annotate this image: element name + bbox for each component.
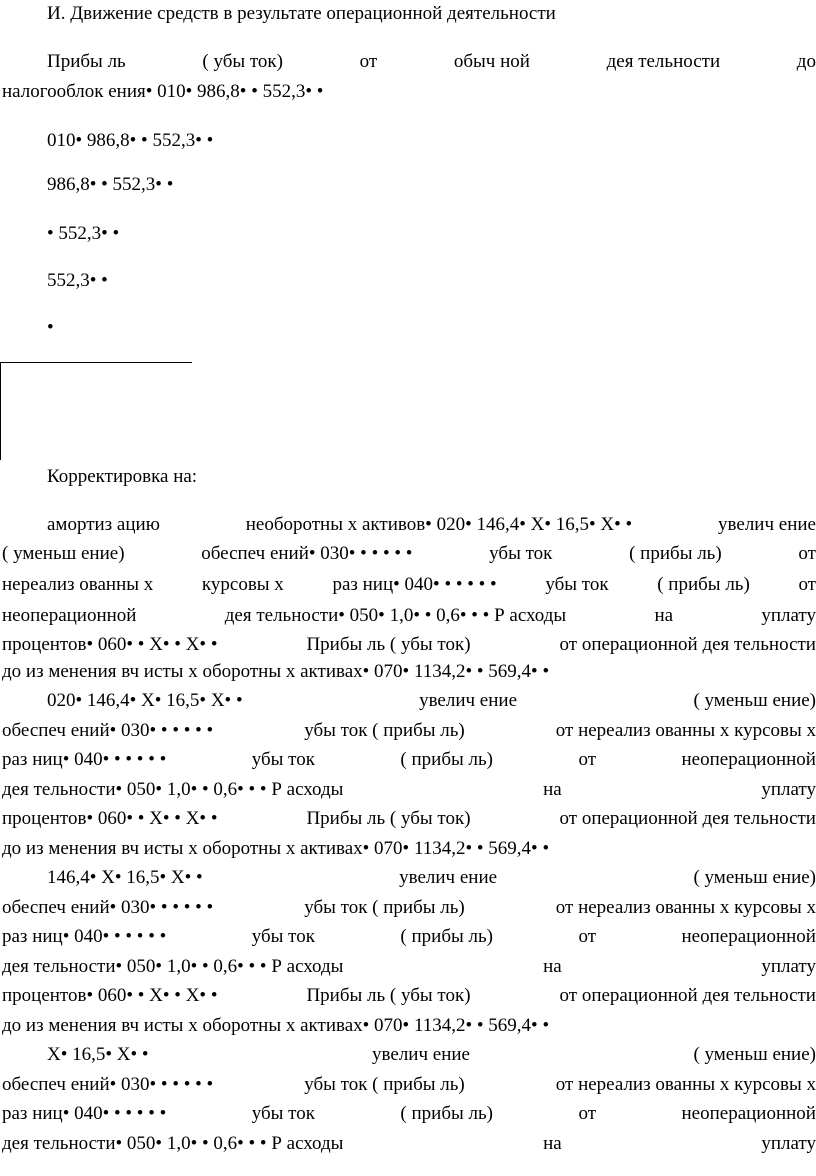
text-segment: уплату <box>761 955 816 977</box>
body-line <box>2 778 816 802</box>
text-segment: раз ниц• 040• • • • • • <box>2 1103 167 1124</box>
text-segment: неоперационной <box>2 605 137 626</box>
text-segment: Прибы ль ( убы ток) <box>306 985 471 1006</box>
text-segment: обеспеч ений• 030• • • • • • <box>2 1073 214 1095</box>
footnote-rule <box>0 362 192 363</box>
text-segment: ( уменьш ение) <box>693 1044 816 1065</box>
text-segment: процентов• 060• • Х• • Х• • <box>2 634 218 655</box>
margin-rule <box>0 362 1 460</box>
body-line <box>2 660 816 684</box>
text-segment: ( прибы ль) <box>400 749 493 770</box>
text-segment: уплату <box>761 1132 816 1154</box>
text-segment: увелич ение <box>399 867 498 888</box>
text-segment: нереализ ованны х <box>2 574 154 595</box>
body-line <box>2 1102 816 1126</box>
text-segment: от нереализ ованны х курсовы х <box>555 896 816 918</box>
body-line <box>47 1043 816 1067</box>
text-segment: ( уменьш ение) <box>693 690 816 711</box>
text-segment: дея тельности• 050• 1,0• • 0,6• • • Р асходы <box>224 605 567 626</box>
text-segment: от <box>798 543 816 564</box>
fragment-line-3: • 552,3• • <box>47 223 120 244</box>
text-segment: убы ток <box>251 926 315 947</box>
text-segment: Прибы ль ( убы ток) <box>306 634 471 655</box>
text-segment: дея тельности• 050• 1,0• • 0,6• • • Р асходы <box>2 778 344 800</box>
correction-label: Корректировка на: <box>47 466 198 487</box>
text-segment: необоротны х активов• 020• 146,4• Х• 16,5• Х• • <box>245 514 633 535</box>
body-line <box>2 984 816 1008</box>
text-segment: раз ниц• 040• • • • • • <box>2 749 167 770</box>
text-segment: до из менения вч исты х оборотны х активах• 070• 1134,2• • 569,4• • <box>2 661 550 682</box>
text-segment: дея тельности• 050• 1,0• • 0,6• • • Р асходы <box>2 955 344 977</box>
text-segment: обеспеч ений• 030• • • • • • <box>2 896 214 918</box>
text-segment: раз ниц• 040• • • • • • <box>2 926 167 947</box>
text-segment: до <box>796 51 816 72</box>
fragment-line-4: 552,3• • <box>47 270 108 291</box>
body-line <box>47 866 816 890</box>
text-segment: Прибы ль ( убы ток) <box>306 808 471 829</box>
text-segment: на <box>654 605 674 626</box>
body-line <box>2 1014 816 1038</box>
text-segment: от операционной дея тельности <box>559 985 816 1006</box>
body-line <box>2 925 816 949</box>
body-line <box>2 542 816 566</box>
text-segment: обеспеч ений• 030• • • • • • <box>201 543 413 564</box>
profit-line-1 <box>47 50 816 74</box>
text-segment: 020• 146,4• Х• 16,5• Х• • <box>47 690 243 711</box>
body-line <box>2 573 816 597</box>
body-line <box>2 1132 816 1156</box>
text-segment: убы ток <box>251 1103 315 1124</box>
text-segment: уплату <box>761 605 816 626</box>
fragment-line-2: 986,8• • 552,3• • <box>47 174 174 195</box>
body-line <box>47 513 816 537</box>
text-segment: Х• 16,5• Х• • <box>47 1044 149 1065</box>
text-segment: процентов• 060• • Х• • Х• • <box>2 985 218 1006</box>
text-segment: от <box>798 574 816 595</box>
text-segment: от операционной дея тельности <box>559 634 816 655</box>
text-segment: курсовы х <box>201 574 284 595</box>
body-line <box>2 1073 816 1097</box>
text-segment: уплату <box>761 778 816 800</box>
body-line <box>2 807 816 831</box>
text-segment: процентов• 060• • Х• • Х• • <box>2 808 218 829</box>
text-segment: убы ток <box>489 543 553 564</box>
fragment-line-5: • <box>47 317 54 338</box>
text-segment: увелич ение <box>372 1044 470 1065</box>
text-segment: неоперационной <box>681 749 816 770</box>
text-segment: раз ниц• 040• • • • • • <box>332 574 497 595</box>
body-line <box>2 955 816 979</box>
fragment-line-1: 010• 986,8• • 552,3• • <box>47 130 214 151</box>
text-segment: убы ток ( прибы ль) <box>304 896 465 918</box>
body-line <box>2 604 816 628</box>
text-segment: от <box>359 51 378 72</box>
text-segment: от нереализ ованны х курсовы х <box>555 1073 816 1095</box>
text-segment: дея тельности <box>606 51 721 72</box>
text-segment: до из менения вч исты х оборотны х активах• 070• 1134,2• • 569,4• • <box>2 837 550 859</box>
text-segment: обеспеч ений• 030• • • • • • <box>2 719 214 741</box>
text-segment: неоперационной <box>681 1103 816 1124</box>
text-segment: убы ток ( прибы ль) <box>304 719 465 741</box>
profit-line-2: налогооблок ения• 010• 986,8• • 552,3• • <box>2 81 324 102</box>
text-segment: на <box>543 955 562 977</box>
body-line <box>2 896 816 920</box>
text-segment: на <box>543 1132 562 1154</box>
text-segment: увелич ение <box>419 690 518 711</box>
text-segment: от нереализ ованны х курсовы х <box>555 719 816 741</box>
body-line <box>2 719 816 743</box>
body-line <box>47 689 816 713</box>
text-segment: убы ток <box>251 749 315 770</box>
text-segment: от <box>578 1103 597 1124</box>
body-line <box>2 837 816 861</box>
text-segment: от <box>578 926 597 947</box>
text-segment: убы ток ( прибы ль) <box>304 1073 465 1095</box>
text-segment: ( прибы ль) <box>400 1103 493 1124</box>
text-segment: ( уменьш ение) <box>693 867 816 888</box>
body-line <box>2 748 816 772</box>
text-segment: убы ток <box>545 574 609 595</box>
text-segment: дея тельности• 050• 1,0• • 0,6• • • Р асходы <box>2 1132 344 1154</box>
text-segment: от <box>578 749 597 770</box>
text-segment: 146,4• Х• 16,5• Х• • <box>47 867 203 888</box>
text-segment: ( прибы ль) <box>400 926 493 947</box>
text-segment: ( прибы ль) <box>629 543 722 564</box>
text-segment: до из менения вч исты х оборотны х активах• 070• 1134,2• • 569,4• • <box>2 1014 550 1036</box>
text-segment: ( прибы ль) <box>657 574 750 595</box>
text-segment: неоперационной <box>681 926 816 947</box>
body-line <box>2 633 816 657</box>
text-segment: обыч ной <box>453 51 530 72</box>
text-segment: увелич ение <box>718 514 816 535</box>
text-segment: от операционной дея тельности <box>559 808 816 829</box>
text-segment: на <box>543 778 562 800</box>
text-segment: ( убы ток) <box>202 51 283 72</box>
section-heading: И. Движение средств в результате операционной деятельности <box>47 3 556 24</box>
text-segment: Прибы ль <box>47 51 126 72</box>
text-segment: ( уменьш ение) <box>2 543 125 564</box>
text-segment: амортиз ацию <box>47 514 160 535</box>
